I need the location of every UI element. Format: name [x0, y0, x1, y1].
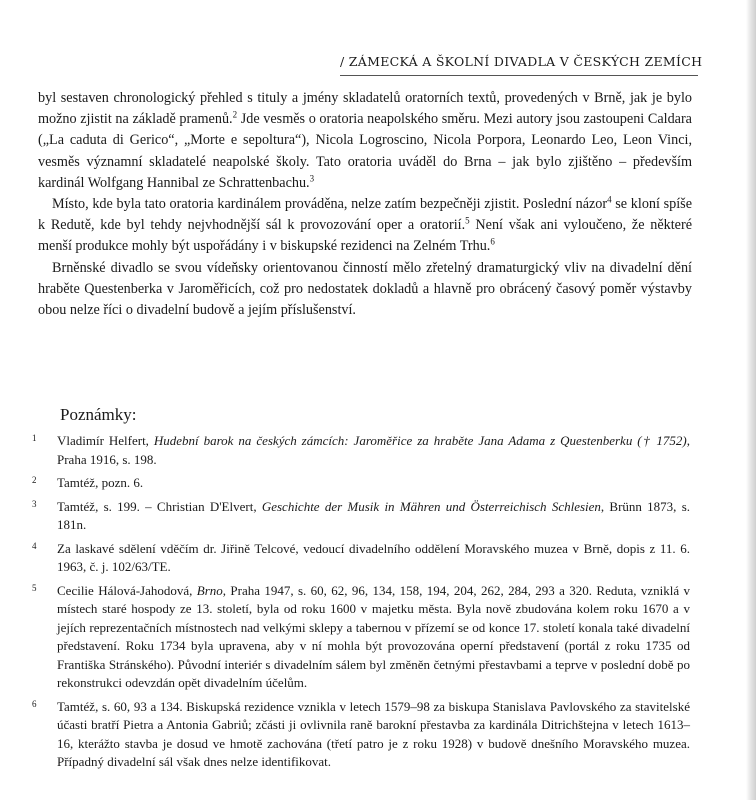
- page-edge-shadow: [746, 0, 756, 800]
- note-text-end: , Praha 1916, s. 198.: [57, 433, 690, 467]
- footnote-ref-2: 2: [232, 109, 238, 120]
- footnote-ref-3: 3: [309, 173, 315, 184]
- note-item: [30, 582, 690, 693]
- note-text: Vladimír Helfert,: [57, 433, 154, 448]
- paragraph-1-text-a: byl sestaven chronologický přehled s tituly a jmény skladatelů oratorních textů, provedených v Brně, jak je bylo možno zjistit na základě pramenů.: [38, 90, 692, 128]
- paragraph-2-text-c: Není však ani vyloučeno, že některé menší produkce mohly být uspořádány i v biskupské rezidenci na Zelném Trhu.: [38, 217, 693, 255]
- note-text-end: , Brünn 1873, s. 181n.: [57, 498, 690, 532]
- paragraph-2: [38, 194, 692, 258]
- note-number: 3: [32, 498, 37, 509]
- note-title: Geschichte der Musik in Mähren und Österreichisch Schlesien: [261, 498, 601, 514]
- notes-heading: Poznámky:: [60, 405, 137, 424]
- running-header: [340, 54, 703, 69]
- note-text: Za laskavé sdělení vděčím dr. Jiřině Telcové, vedoucí divadelního oddělení Moravského muzea v Brně, dopis z 11. 6. 1963, č. j. 102/63/TE.: [57, 540, 690, 574]
- note-item: [30, 540, 690, 577]
- header-rule: [340, 75, 698, 76]
- body-text: [38, 88, 692, 321]
- notes-list: [30, 432, 690, 777]
- note-text: Tamtéž, s. 199. – Christian D'Elvert,: [57, 498, 262, 514]
- note-item: [30, 698, 690, 772]
- footnote-ref-5: 5: [465, 215, 470, 226]
- note-title: Hudební barok na českých zámcích: Jaroměřice za hraběte Jana Adama z Questenberku († 1752): [153, 433, 687, 448]
- note-number: 5: [32, 582, 37, 593]
- note-item: [30, 474, 690, 493]
- footnote-ref-6: 6: [490, 236, 495, 247]
- footnote-ref-4: 4: [607, 194, 612, 205]
- note-text-end: , Praha 1947, s. 60, 62, 96, 134, 158, 194, 204, 262, 284, 293 a 320. Reduta, vzniklá v místech staré hospody ze 13. století, byla od roku 1600 v majetku města. Byla nově zbudována kolem roku 1670 a v jejích reprezentačních místnostech nad velkými sklepy a tabernou v přízemí se od konce 17. století konala také divadelní představení. Roku 1734 byla upravena, aby v ní mohla být provozována operní představení (portál z roku 1735 od Františka Stránského). Původní interiér s divadelním sálem byl změněn četnými přestavbami a teprve v poslední době po rekonstrukci odevzdán opět divadelním účelům.: [57, 582, 690, 690]
- paragraph-1: [38, 88, 692, 194]
- note-number: 4: [32, 540, 37, 551]
- note-text: Cecilie Hálová-Jahodová,: [57, 582, 197, 598]
- paragraph-2-text-b: se kloní spíše k Redutě, kde byl tehdy nejvhodnější sál k provozování oper a oratorií.: [38, 196, 693, 234]
- note-number: 1: [32, 433, 37, 443]
- note-item: [30, 498, 690, 535]
- note-title: Brno: [196, 582, 223, 598]
- note-number: 2: [32, 475, 37, 485]
- note-text: Tamtéž, pozn. 6.: [57, 475, 144, 490]
- note-number: 6: [32, 698, 37, 709]
- paragraph-1-text-b: Jde vesměs o oratoria neapolského směru. Mezi autory jsou zastoupeni Caldara („La caduta di Gerico“, „Morte e sepoltura“), Nicola Logroscino, Nicola Porpora, Leonardo Leo, Leon Vinci, vesměs významní skladatelé neapolské školy. Tato oratoria uváděl do Brna – jak bylo zjištěno – především kardinál Wolfgang Hannibal ze Schrattenbachu.: [38, 111, 692, 191]
- running-title: / ZÁMECKÁ A ŠKOLNÍ DIVADLA V ČESKÝCH ZEMÍCH: [340, 54, 703, 69]
- paragraph-3: Brněnské divadlo se svou vídeňsky orientovanou činností mělo zřetelný dramaturgický vliv na divadelní dění hraběte Questenberka v Jaroměřicích, což pro nedostatek dokladů a hlavně pro obrácený časový poměr výstavby obou nelze říci o divadelní budově a jejím příslušenství.: [38, 259, 692, 319]
- note-text: Tamtéž, s. 60, 93 a 134. Biskupská rezidence vznikla v letech 1579–98 za biskupa Stanislava Pavlovského za stavitelské účasti bratří Pietra a Antonia Gabriů; zčásti ji ovlivnila raně barokní přestavba za kardinála Ditrichštejna v letech 1613–16, kterážto stavba je dosud ve hmotě zachována (třetí patro je z roku 1928) v budově dnešního Moravského muzea. Případný divadelní sál však dnes nelze identifikovat.: [57, 698, 690, 769]
- paragraph-2-text-a: Místo, kde byla tato oratoria kardinálem prováděna, nelze zatím bezpečněji zjistit. Poslední názor: [52, 196, 608, 213]
- note-item: [30, 432, 690, 469]
